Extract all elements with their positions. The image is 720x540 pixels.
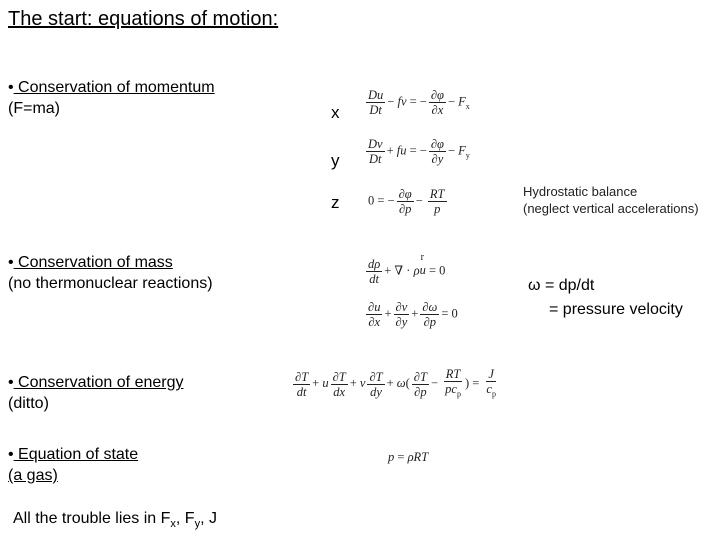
pressure-continuity-equation: $\frac{\partial u}{\partial x}$ + $\frac{\partial v}{\partial y}$ + $\frac{\partial\omega}{\partial p}$ = 0 xyxy=(368,300,458,329)
trouble-prefix: All the trouble lies in F xyxy=(13,510,171,527)
omega-note xyxy=(528,274,683,322)
energy-subheading: (ditto) xyxy=(8,395,49,412)
page-title: The start: equations of motion: xyxy=(8,8,279,30)
momentum-z-equation: 0 = − $\frac{\partial\varphi}{\partial p}$ − $\frac{RT}{p}$ xyxy=(368,187,445,216)
state-heading: Equation of state xyxy=(13,446,139,463)
omega-definition: = dp/dt xyxy=(540,277,595,294)
x-component-label: x xyxy=(331,103,340,122)
energy-equation: $\frac{\partial T}{dt}$ + u $\frac{\partial T}{dx}$ + v $\frac{\partial T}{dy}$ + ω( $\frac{\partial T}{\partial p}$ − $\frac{RT}{pc_p}$ ) = $\frac{J}{c_p}$ xyxy=(295,367,496,399)
bullet-marker: • xyxy=(8,446,14,463)
trouble-sub-y: y xyxy=(194,518,201,531)
continuity-equation: $\frac{d\rho}{dt}$ + ∇ · ρr u = 0 xyxy=(364,257,445,286)
trouble-note xyxy=(13,510,217,530)
hydrostatic-detail: (neglect vertical accelerations) xyxy=(523,201,699,216)
mass-heading: Conservation of mass xyxy=(13,254,173,271)
state-subheading: (a gas) xyxy=(8,467,58,484)
state-bullet-block xyxy=(8,444,138,486)
mass-subheading: (no thermonuclear reactions) xyxy=(8,275,213,292)
state-equation: p = ρRT xyxy=(388,450,429,464)
momentum-bullet-block xyxy=(8,77,215,119)
bullet-marker: • xyxy=(8,79,14,96)
momentum-y-equation: $\frac{Dv}{Dt}$ + fu = − $\frac{\partial\varphi}{\partial y}$ − $F_y$ xyxy=(368,137,470,166)
trouble-sep-2: , J xyxy=(200,510,217,527)
energy-bullet-block xyxy=(8,372,183,414)
z-component-label: z xyxy=(331,193,340,212)
momentum-subheading: (F=ma) xyxy=(8,100,60,117)
momentum-x-equation: $\frac{Du}{Dt}$ − fv = − $\frac{\partial\varphi}{\partial x}$ − $F_x$ xyxy=(368,88,470,117)
bullet-marker: • xyxy=(8,374,14,391)
momentum-heading: Conservation of momentum xyxy=(13,79,215,96)
trouble-sep-1: , F xyxy=(175,510,195,527)
hydrostatic-note xyxy=(523,183,699,217)
y-component-label: y xyxy=(331,151,340,170)
omega-meaning: = pressure velocity xyxy=(549,301,683,318)
energy-heading: Conservation of energy xyxy=(13,374,184,391)
mass-bullet-block xyxy=(8,252,213,294)
bullet-marker: • xyxy=(8,254,14,271)
hydrostatic-title: Hydrostatic balance xyxy=(523,184,638,199)
omega-symbol: ω xyxy=(528,277,541,294)
trouble-sub-x: x xyxy=(170,518,176,531)
